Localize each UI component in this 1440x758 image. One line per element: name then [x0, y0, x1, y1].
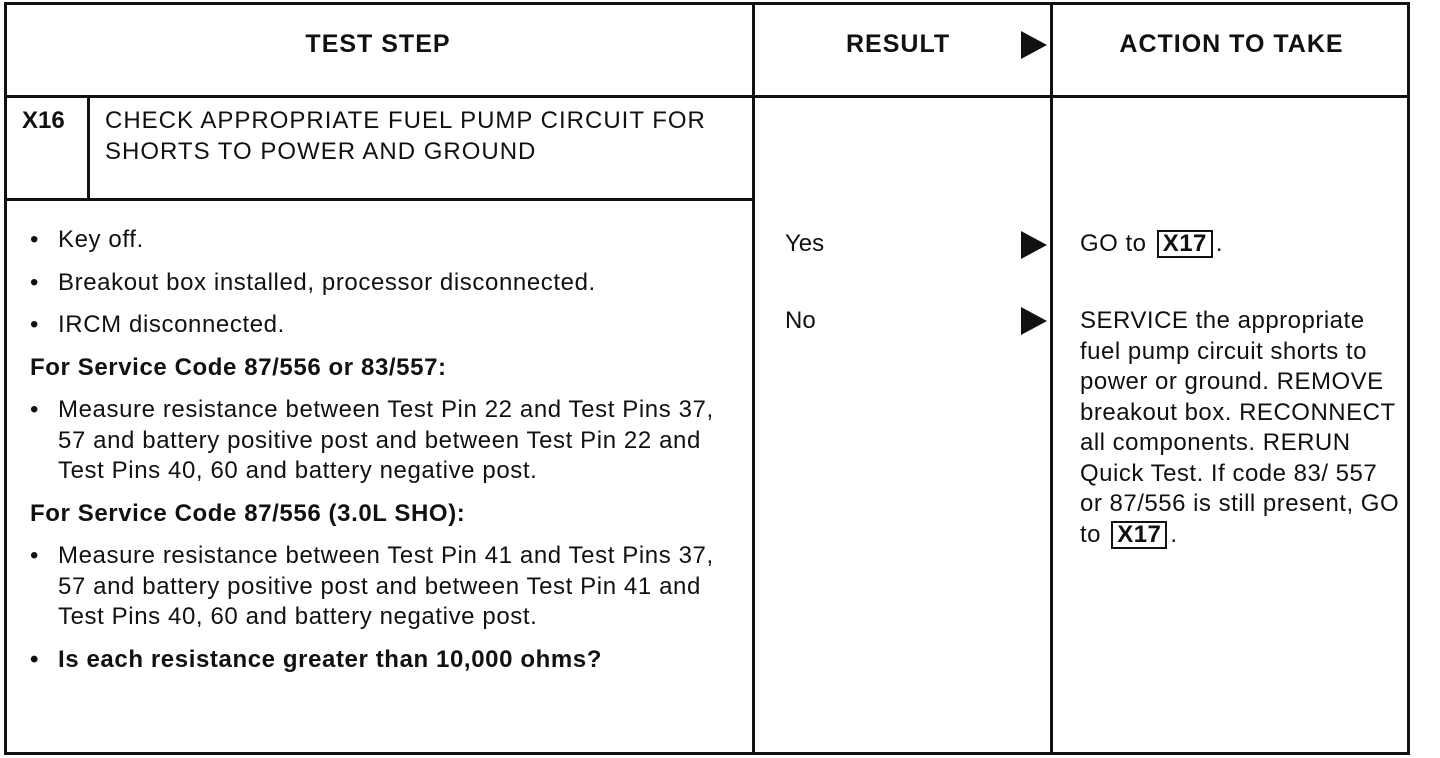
- result-yes: Yes: [785, 230, 825, 257]
- bullet-breakout-box: • Breakout box installed, processor disconnected.: [30, 268, 730, 299]
- column-divider-result: [752, 2, 755, 755]
- action-no-suffix: .: [1170, 520, 1178, 548]
- action-yes-suffix: .: [1215, 230, 1224, 257]
- header-result: RESULT: [846, 30, 951, 58]
- subhead-code-2: For Service Code 87/556 (3.0L SHO):: [30, 499, 466, 527]
- header-action: ACTION TO TAKE: [1119, 30, 1344, 58]
- header-test-step: TEST STEP: [305, 30, 451, 58]
- procedure: [30, 225, 730, 687]
- header-divider: [4, 95, 1410, 98]
- subhead-code-1: For Service Code 87/556 or 83/557:: [30, 353, 447, 381]
- step-title: CHECK APPROPRIATE FUEL PUMP CIRCUIT FOR SHORTS TO POWER AND GROUND: [105, 107, 706, 165]
- result-no: No: [785, 307, 816, 334]
- result-yes-arrow-icon: [1021, 231, 1047, 259]
- action-no-step-ref[interactable]: X17: [1111, 521, 1167, 549]
- bullet-key-off: • Key off.: [30, 225, 730, 256]
- header-arrow-icon: [1021, 31, 1047, 59]
- action-yes-prefix: GO to: [1080, 230, 1147, 257]
- step-id: X16: [22, 107, 65, 134]
- action-no-text: SERVICE the appropriate fuel pump circuit shorts to power or ground. REMOVE breakout box. RECONNECT all components. RERUN Quick Test. If code 83/ 557 or 87/556 is still present, GO to: [1080, 307, 1400, 548]
- action-no: [1080, 306, 1400, 550]
- step-title-divider: [4, 198, 754, 201]
- action-yes-step-ref[interactable]: X17: [1157, 230, 1213, 258]
- bullet-question: • Is each resistance greater than 10,000 ohms?: [30, 645, 730, 676]
- step-id-divider: [87, 95, 90, 200]
- column-divider-action: [1050, 2, 1053, 755]
- bullet-measure-1: • Measure resistance between Test Pin 22 and Test Pins 37, 57 and battery positive post and between Test Pin 22 and Test Pins 40, 60 and battery negative post.: [30, 395, 730, 487]
- bullet-measure-2: • Measure resistance between Test Pin 41 and Test Pins 37, 57 and battery positive post and between Test Pin 41 and Test Pins 40, 60 and battery negative post.: [30, 541, 730, 633]
- result-no-arrow-icon: [1021, 307, 1047, 335]
- bullet-ircm: • IRCM disconnected.: [30, 310, 730, 341]
- action-yes: [1080, 229, 1400, 260]
